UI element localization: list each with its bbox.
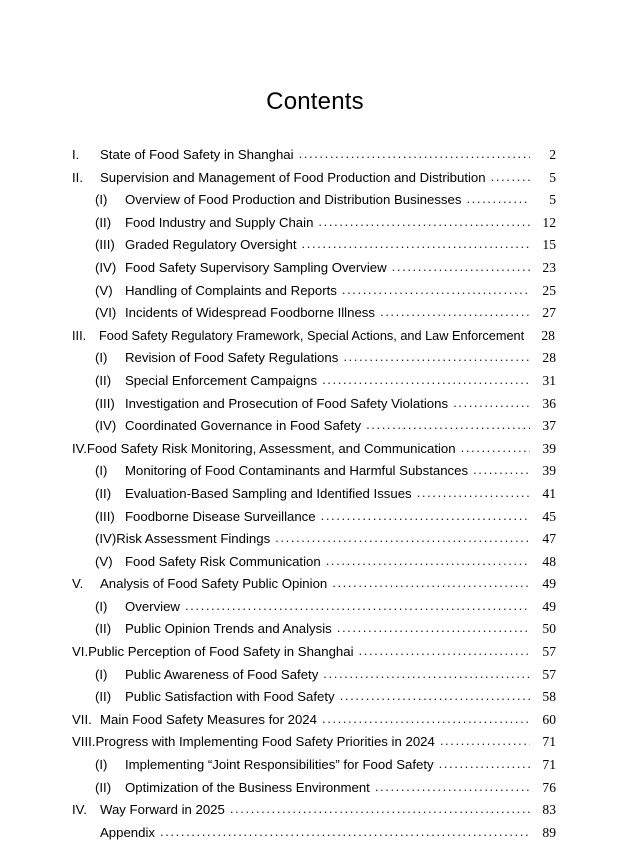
toc-page-number: 49 [542,598,556,614]
toc-page-number: 83 [542,802,556,818]
toc-entry-number: I. [72,147,80,162]
toc-entry[interactable] [95,506,556,529]
toc-entry-label[interactable]: Incidents of Widespread Foodborne Illness [125,305,375,321]
toc-page-number: 28 [542,350,556,366]
dot-leader [275,527,530,550]
toc-entry-label[interactable]: Analysis of Food Safety Public Opinion [100,576,328,592]
toc-page-number: 89 [542,824,556,840]
dot-leader [332,572,530,595]
toc-page-number: 39 [542,440,556,456]
toc-entry[interactable] [95,415,556,438]
toc-entry-label[interactable]: Food Safety Supervisory Sampling Overview [125,259,387,275]
toc-entry[interactable] [95,234,556,257]
toc-entry[interactable] [95,460,556,483]
toc-page-number: 28 [540,327,555,343]
toc-entry-label[interactable]: Supervision and Management of Food Production and Distribution [100,169,486,185]
toc-page-number: 76 [542,779,556,795]
toc-entry-label[interactable]: Evaluation-Based Sampling and Identified Issues [125,485,412,501]
dot-leader [392,256,530,279]
toc-entry-label[interactable]: Main Food Safety Measures for 2024 [100,711,317,727]
toc-entry[interactable] [72,573,556,596]
toc-page-number: 12 [542,214,556,230]
toc-entry-number: (IV) [95,259,117,275]
dot-leader [323,663,530,686]
toc-entry-number: VI. [72,644,89,660]
toc-entry-number: (I) [95,598,108,614]
toc-page-number: 39 [542,463,556,479]
toc-entry[interactable] [100,822,556,844]
toc-entry-number: (VI) [95,305,117,321]
toc-entry-number: (I) [95,192,108,208]
toc-entry-number: (III) [95,508,115,524]
dot-leader [326,550,530,573]
dot-leader [321,505,530,528]
dot-leader [299,143,530,166]
dot-leader [439,753,530,776]
toc-entry-number: (II) [95,621,112,637]
toc-entry-number: VIII. [72,734,96,750]
toc-entry[interactable] [72,144,556,167]
toc-entry[interactable] [95,212,556,235]
dot-leader [417,482,530,505]
toc-page-number: 2 [549,147,556,162]
dot-leader [359,640,530,663]
toc-entry-number: (III) [95,395,115,411]
toc-entry-label[interactable]: Progress with Implementing Food Safety Priorities in 2024 [95,734,435,750]
toc-entry-label[interactable]: Special Enforcement Campaigns [125,372,318,388]
toc-entry-label[interactable]: Overview of Food Production and Distribution Businesses [125,192,462,208]
toc-entry[interactable] [72,167,556,190]
toc-entry[interactable] [95,551,556,574]
dot-leader [491,166,530,189]
toc-page-number: 58 [542,689,556,705]
toc-entry-label[interactable]: Food Safety Risk Communication [125,553,321,569]
toc-page-number: 5 [549,169,556,185]
toc-page-number: 50 [542,621,556,637]
dot-leader [185,595,530,618]
toc-page-number: 57 [542,644,556,660]
toc-entry[interactable] [95,393,556,416]
toc-page-number: 47 [542,531,556,547]
dot-leader [302,233,530,256]
toc-page-number: 60 [542,711,556,727]
dot-leader [375,776,530,799]
toc-page-number: 31 [542,372,556,388]
dot-leader [453,392,530,415]
dot-leader [461,437,530,460]
dot-leader [318,211,530,234]
toc-entry[interactable] [72,709,556,732]
toc-entry-label[interactable]: Public Awareness of Food Safety [125,666,319,682]
toc-entry-number: VII. [72,711,92,727]
toc-entry-number: III. [72,327,87,343]
dot-leader [160,821,530,844]
dot-leader [466,188,530,211]
table-of-contents [72,144,556,844]
toc-page-number: 25 [542,282,556,298]
toc-entry[interactable] [95,754,556,777]
toc-page-number: 71 [542,734,556,750]
toc-entry-label[interactable]: Monitoring of Food Contaminants and Harmful Substances [125,463,469,479]
toc-entry-number: (I) [95,666,108,682]
toc-entry-number: IV. [72,802,87,818]
toc-entry[interactable] [95,596,556,619]
toc-entry[interactable] [72,731,556,754]
toc-entry-label[interactable]: Way Forward in 2025 [100,802,225,818]
toc-entry-label[interactable]: Food Safety Regulatory Framework, Special Actions, and Law Enforcement [99,327,525,343]
toc-entry[interactable] [95,618,556,641]
toc-entry-label[interactable]: Public Opinion Trends and Analysis [125,621,332,637]
dot-leader [230,798,530,821]
toc-page-number: 45 [542,508,556,524]
toc-entry-label[interactable]: Public Satisfaction with Food Safety [125,689,335,705]
toc-entry[interactable] [95,302,556,325]
toc-entry-label[interactable]: Risk Assessment Findings [116,531,271,547]
toc-entry-label[interactable]: State of Food Safety in Shanghai [100,147,294,162]
dot-leader [380,301,530,324]
toc-page-number: 36 [542,395,556,411]
toc-page-number: 49 [542,576,556,592]
toc-entry-number: (II) [95,485,112,501]
toc-page-number: 15 [542,237,556,253]
toc-entry-number: II. [72,169,83,185]
toc-page-number: 37 [542,418,556,434]
toc-entry[interactable] [95,347,556,370]
toc-page-number: 41 [542,485,556,501]
toc-entry[interactable] [95,777,556,800]
toc-entry-label[interactable]: Food Safety Risk Monitoring, Assessment, and Communication [86,440,456,456]
toc-entry-label[interactable]: Revision of Food Safety Regulations [125,350,339,366]
toc-entry[interactable] [95,280,556,303]
dot-leader [473,459,530,482]
toc-entry[interactable] [72,325,555,348]
toc-page-number: 27 [542,305,556,321]
dot-leader [343,346,530,369]
toc-page-number: 71 [542,757,556,773]
toc-entry-label[interactable]: Foodborne Disease Surveillance [125,508,316,524]
toc-page-number: 23 [542,259,556,275]
toc-entry[interactable] [72,641,556,664]
toc-entry[interactable] [95,483,556,506]
toc-entry-label[interactable]: Optimization of the Business Environment [125,779,370,795]
toc-entry-number: (III) [95,237,115,253]
toc-entry[interactable] [72,799,556,822]
toc-entry-number: (II) [95,214,112,230]
toc-entry-number: V. [72,576,84,592]
toc-entry-number: (II) [95,372,112,388]
dot-leader [340,685,530,708]
toc-entry-label[interactable]: Graded Regulatory Oversight [125,237,297,253]
toc-entry[interactable] [95,189,556,212]
toc-entry[interactable] [95,257,556,280]
toc-entry[interactable] [95,528,556,551]
toc-entry[interactable] [95,370,556,393]
toc-entry-number: (IV) [95,418,117,434]
toc-entry[interactable] [95,686,556,709]
dot-leader [342,279,530,302]
toc-entry-label[interactable]: Coordinated Governance in Food Safety [125,418,362,434]
toc-entry[interactable] [72,438,556,461]
toc-entry-label[interactable]: Implementing “Joint Responsibilities” for Food Safety [125,757,434,773]
toc-entry-number: (V) [95,282,113,298]
toc-entry-number: (I) [95,463,108,479]
toc-entry-label[interactable]: Public Perception of Food Safety in Shanghai [88,644,354,660]
toc-entry-label[interactable]: Appendix [100,824,155,840]
toc-entry[interactable] [95,664,556,687]
toc-entry-label[interactable]: Overview [125,598,180,614]
dot-leader [366,414,530,437]
toc-entry-number: (II) [95,689,112,705]
toc-entry-label[interactable]: Handling of Complaints and Reports [125,282,337,298]
toc-entry-number: (II) [95,779,112,795]
toc-entry-number: (IV) [95,531,117,547]
dot-leader [440,730,530,753]
toc-entry-number: (I) [95,350,108,366]
toc-entry-number: IV. [72,440,87,456]
dot-leader [322,708,530,731]
toc-entry-label[interactable]: Investigation and Prosecution of Food Safety Violations [125,395,449,411]
toc-entry-label[interactable]: Food Industry and Supply Chain [125,214,314,230]
dot-leader [322,369,530,392]
toc-entry-number: (I) [95,757,108,773]
dot-leader [337,617,530,640]
page-title: Contents [266,88,364,115]
toc-page-number: 5 [549,192,556,208]
toc-page-number: 48 [542,553,556,569]
toc-entry-number: (V) [95,553,113,569]
toc-page-number: 57 [542,666,556,682]
